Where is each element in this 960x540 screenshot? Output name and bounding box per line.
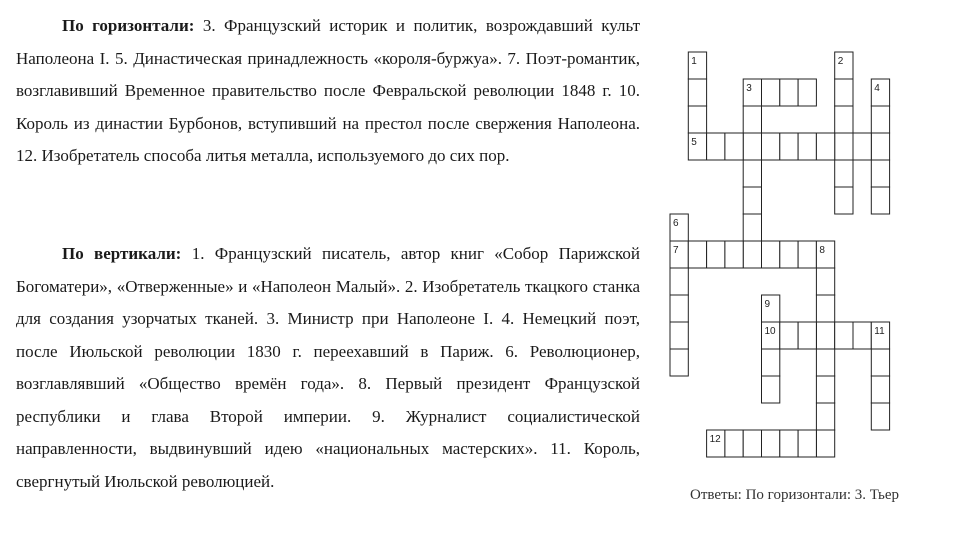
clue-number-2: 2 <box>837 56 844 67</box>
crossword-cell[interactable] <box>688 106 706 133</box>
crossword-cell[interactable] <box>798 430 816 457</box>
crossword-cell[interactable] <box>780 79 798 106</box>
clue-number-3: 3 <box>746 83 752 94</box>
horizontal-text: 3. Французский историк и политик, возрождавший культ Наполеона I. 5. Династическая принадлежность «короля-буржуа». 7. Поэт-романтик, возглавивший Временное правительство после Февральской революции 1848 г. 10. Король из династии Бурбонов, вступивший на престол после свержения Наполеона. 12. Изобретатель способа литья металла, используемого до сих пор. <box>16 16 641 165</box>
clue-number-4: 4 <box>874 83 880 94</box>
crossword-cell[interactable] <box>780 322 798 349</box>
crossword-cell[interactable] <box>688 241 706 268</box>
crossword-cell[interactable] <box>780 241 798 268</box>
crossword-cell[interactable] <box>743 241 761 268</box>
crossword-cell[interactable] <box>835 106 853 133</box>
crossword-cell[interactable] <box>780 430 798 457</box>
crossword-cell[interactable] <box>743 133 761 160</box>
clue-number-9: 9 <box>764 299 771 310</box>
crossword-cell[interactable] <box>670 268 688 295</box>
crossword-cell[interactable] <box>853 322 871 349</box>
crossword-cell[interactable] <box>670 322 688 349</box>
crossword-cell[interactable] <box>762 79 780 106</box>
crossword-cell[interactable] <box>871 160 889 187</box>
crossword-cell[interactable] <box>871 187 889 214</box>
crossword-cell[interactable] <box>707 241 725 268</box>
crossword-cell[interactable] <box>853 133 871 160</box>
crossword-cell[interactable] <box>670 295 688 322</box>
crossword-cell[interactable] <box>762 133 780 160</box>
crossword-cell[interactable] <box>816 295 834 322</box>
crossword-cell[interactable] <box>835 187 853 214</box>
crossword-cell[interactable] <box>871 403 889 430</box>
crossword-cell[interactable] <box>816 403 834 430</box>
crossword-cell[interactable] <box>871 349 889 376</box>
crossword-cell[interactable] <box>743 430 761 457</box>
crossword-cell[interactable] <box>835 79 853 106</box>
clue-number-7: 7 <box>673 245 679 256</box>
crossword-cell[interactable] <box>871 133 889 160</box>
vertical-text: 1. Французский писатель, автор книг «Собор Парижской Богоматери», «Отверженные» и «Наполеон Малый». 2. Изобретатель ткацкого станка для создания узорчатых тканей. 3. Министр при Наполеоне I. 4. Немецкий поэт, после Июльской революции 1830 г. переехавший в Париж. 6. Революционер, возглавлявший «Общество времён года». 8. Первый президент Французской республики и глава Второй империи. 9. Журналист социалистической направленности, выдвинувший идею «национальных мастерских». 11. Король, свергнутый Июльской революцией. <box>16 244 640 491</box>
crossword-cell[interactable] <box>743 187 761 214</box>
crossword-cell[interactable] <box>725 241 743 268</box>
clue-number-1: 1 <box>691 56 697 67</box>
crossword-cell[interactable] <box>670 349 688 376</box>
clue-number-6: 6 <box>673 218 679 229</box>
crossword-cell[interactable] <box>871 106 889 133</box>
clue-number-8: 8 <box>819 245 825 256</box>
crossword-cell[interactable] <box>835 322 853 349</box>
vertical-heading: По вертикали: <box>62 244 182 263</box>
crossword-cell[interactable] <box>743 106 761 133</box>
crossword-cell[interactable] <box>762 430 780 457</box>
horizontal-heading: По горизонтали: <box>62 16 195 35</box>
crossword-cell[interactable] <box>816 376 834 403</box>
crossword-cell[interactable] <box>816 322 834 349</box>
crossword-cell[interactable] <box>743 214 761 241</box>
crossword-cell[interactable] <box>743 160 761 187</box>
crossword-cell[interactable] <box>816 349 834 376</box>
crossword-cell[interactable] <box>780 133 798 160</box>
crossword-cell[interactable] <box>816 268 834 295</box>
crossword-cell[interactable] <box>798 241 816 268</box>
clue-number-11: 11 <box>874 326 885 337</box>
clue-number-10: 10 <box>764 326 776 337</box>
crossword-cell[interactable] <box>688 79 706 106</box>
crossword-cell[interactable] <box>816 133 834 160</box>
crossword-cell[interactable] <box>798 133 816 160</box>
crossword-cell[interactable] <box>725 133 743 160</box>
crossword-cell[interactable] <box>816 430 834 457</box>
clue-number-5: 5 <box>691 137 697 148</box>
crossword-cell[interactable] <box>762 349 780 376</box>
crossword-cell[interactable] <box>725 430 743 457</box>
crossword-cell[interactable] <box>707 133 725 160</box>
crossword-cell[interactable] <box>835 133 853 160</box>
crossword-cell[interactable] <box>762 376 780 403</box>
crossword-cell[interactable] <box>798 322 816 349</box>
crossword-cell[interactable] <box>762 241 780 268</box>
crossword-cell[interactable] <box>798 79 816 106</box>
crossword-cell[interactable] <box>871 376 889 403</box>
answers-fragment: Ответы: По горизонтали: 3. Тьер <box>690 487 900 503</box>
clue-number-12: 12 <box>709 434 721 445</box>
crossword-cell[interactable] <box>835 160 853 187</box>
